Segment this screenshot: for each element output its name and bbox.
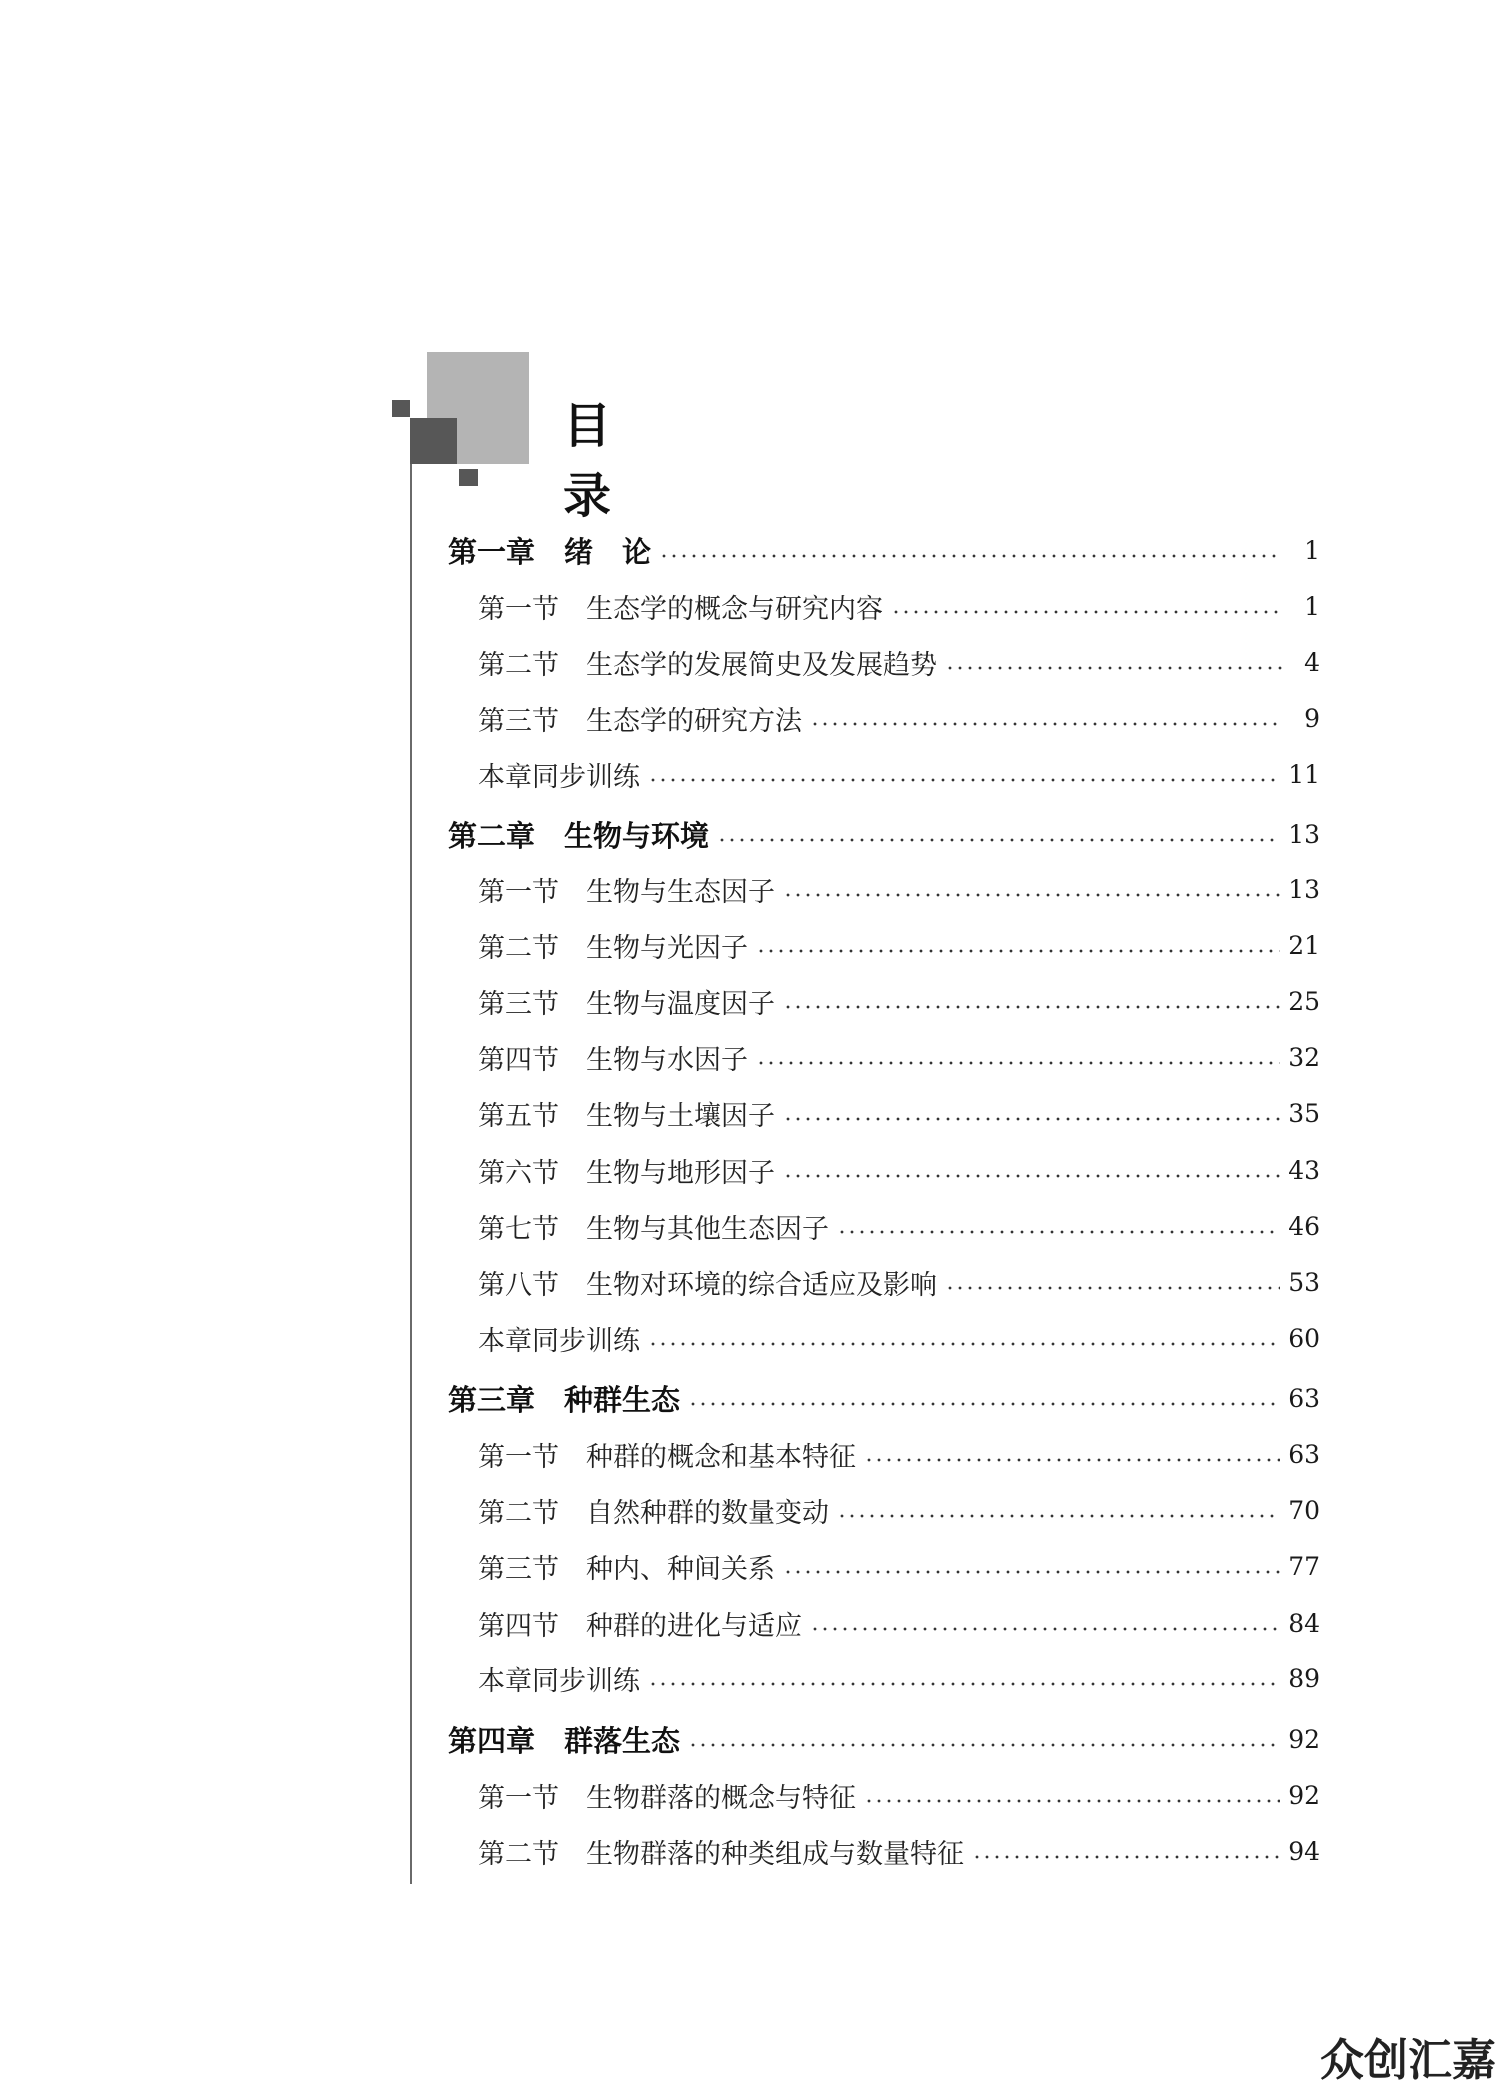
toc-entry-label: 第一章 绪 论 [448, 534, 652, 569]
toc-page-number: 13 [1288, 819, 1320, 849]
toc-section-row[interactable] [478, 1203, 1320, 1249]
toc-page-number: 11 [1288, 759, 1320, 789]
toc-leader-dots [648, 1682, 1280, 1686]
toc-leader-dots [659, 554, 1282, 558]
toc-entry-label: 第五节 生物与土壤因子 [478, 1100, 775, 1132]
toc-page-number: 92 [1288, 1724, 1320, 1754]
toc-leader-dots [783, 1174, 1280, 1178]
toc-page-number: 4 [1304, 647, 1320, 677]
toc-page-number: 89 [1288, 1663, 1320, 1693]
margin-rule [410, 464, 412, 1884]
toc-leader-dots [717, 838, 1280, 842]
toc-leader-dots [783, 893, 1280, 897]
toc-entry-label: 本章同步训练 [478, 1665, 640, 1697]
toc-chapter-row[interactable] [448, 1375, 1320, 1421]
toc-leader-dots [810, 722, 1282, 726]
toc-entry-label: 第四节 种群的进化与适应 [478, 1610, 802, 1642]
toc-leader-dots [864, 1799, 1280, 1803]
toc-page-number: 9 [1304, 703, 1320, 733]
toc-entry-label: 第二节 自然种群的数量变动 [478, 1497, 829, 1529]
toc-entry-label: 第四节 生物与水因子 [478, 1044, 748, 1076]
toc-entry-label: 第三章 种群生态 [448, 1382, 681, 1417]
toc-leader-dots [688, 1743, 1280, 1747]
decor-square-tiny [392, 400, 410, 417]
toc-page-number: 92 [1288, 1780, 1320, 1810]
toc-page-number: 46 [1288, 1211, 1320, 1241]
toc-section-row[interactable] [478, 978, 1320, 1024]
toc-section-row[interactable] [478, 1147, 1320, 1193]
toc-leader-dots [972, 1855, 1280, 1859]
toc-section-row[interactable] [478, 1315, 1320, 1361]
toc-page-number: 1 [1304, 591, 1320, 621]
toc-leader-dots [837, 1230, 1280, 1234]
toc-leader-dots [648, 1342, 1280, 1346]
toc-entry-label: 第二章 生物与环境 [448, 818, 710, 853]
toc-entry-label: 第三节 生物与温度因子 [478, 988, 775, 1020]
toc-entry-label: 第二节 生物群落的种类组成与数量特征 [478, 1838, 964, 1870]
toc-entry-label: 第七节 生物与其他生态因子 [478, 1213, 829, 1245]
watermark: 众创汇嘉 [1320, 2035, 1496, 2086]
toc-section-row[interactable] [478, 639, 1320, 685]
toc-leader-dots [810, 1627, 1280, 1631]
toc-section-row[interactable] [478, 1828, 1320, 1874]
toc-leader-dots [864, 1458, 1280, 1462]
toc-leader-dots [756, 949, 1280, 953]
toc-section-row[interactable] [478, 866, 1320, 912]
toc-entry-label: 第四章 群落生态 [448, 1723, 681, 1758]
toc-leader-dots [756, 1061, 1280, 1065]
toc-page-number: 25 [1288, 986, 1320, 1016]
toc-leader-dots [783, 1005, 1280, 1009]
toc-chapter-row[interactable] [448, 527, 1320, 573]
toc-leader-dots [945, 1286, 1280, 1290]
toc-page-number: 63 [1288, 1439, 1320, 1469]
toc-entry-label: 第二节 生态学的发展简史及发展趋势 [478, 649, 937, 681]
toc-leader-dots [945, 666, 1282, 670]
toc-entry-label: 本章同步训练 [478, 761, 640, 793]
toc-chapter-row[interactable] [448, 1716, 1320, 1762]
toc-page-number: 53 [1288, 1267, 1320, 1297]
toc-section-row[interactable] [478, 751, 1320, 797]
toc-leader-dots [783, 1570, 1280, 1574]
decor-square-dark [410, 418, 457, 464]
toc-page-number: 43 [1288, 1155, 1320, 1185]
toc-leader-dots [688, 1402, 1280, 1406]
toc-leader-dots [648, 778, 1280, 782]
toc-page-number: 21 [1288, 930, 1320, 960]
toc-section-row[interactable] [478, 1543, 1320, 1589]
toc-leader-dots [837, 1514, 1280, 1518]
toc-section-row[interactable] [478, 1431, 1320, 1477]
toc-section-row[interactable] [478, 1034, 1320, 1080]
toc-entry-label: 第一节 生物与生态因子 [478, 876, 775, 908]
toc-entry-label: 第二节 生物与光因子 [478, 932, 748, 964]
toc-section-row[interactable] [478, 1487, 1320, 1533]
toc-section-row[interactable] [478, 583, 1320, 629]
toc-section-row[interactable] [478, 695, 1320, 741]
toc-section-row[interactable] [478, 1259, 1320, 1305]
toc-entry-label: 第一节 生态学的概念与研究内容 [478, 593, 883, 625]
toc-chapter-row[interactable] [448, 811, 1320, 857]
toc-entry-label: 第一节 种群的概念和基本特征 [478, 1441, 856, 1473]
toc-section-row[interactable] [478, 1600, 1320, 1646]
toc-page-number: 35 [1288, 1098, 1320, 1128]
toc-section-row[interactable] [478, 1772, 1320, 1818]
toc-page-number: 94 [1288, 1836, 1320, 1866]
toc-section-row[interactable] [478, 922, 1320, 968]
toc-page-number: 1 [1304, 535, 1320, 565]
toc-page-number: 13 [1288, 874, 1320, 904]
page-title: 目录 [563, 398, 704, 524]
toc-leader-dots [891, 610, 1282, 614]
toc-page-number: 32 [1288, 1042, 1320, 1072]
toc-entry-label: 第六节 生物与地形因子 [478, 1157, 775, 1189]
toc-entry-label: 第三节 种内、种间关系 [478, 1553, 775, 1585]
toc-entry-label: 第八节 生物对环境的综合适应及影响 [478, 1269, 937, 1301]
toc-page-number: 84 [1288, 1608, 1320, 1638]
toc-page-number: 77 [1288, 1551, 1320, 1581]
decor-square-small [459, 469, 478, 486]
toc-page-number: 60 [1288, 1323, 1320, 1353]
toc-section-row[interactable] [478, 1655, 1320, 1701]
toc-leader-dots [783, 1117, 1280, 1121]
toc-entry-label: 第三节 生态学的研究方法 [478, 705, 802, 737]
toc-entry-label: 本章同步训练 [478, 1325, 640, 1357]
toc-entry-label: 第一节 生物群落的概念与特征 [478, 1782, 856, 1814]
toc-page-number: 70 [1288, 1495, 1320, 1525]
toc-page-number: 63 [1288, 1383, 1320, 1413]
toc-section-row[interactable] [478, 1090, 1320, 1136]
